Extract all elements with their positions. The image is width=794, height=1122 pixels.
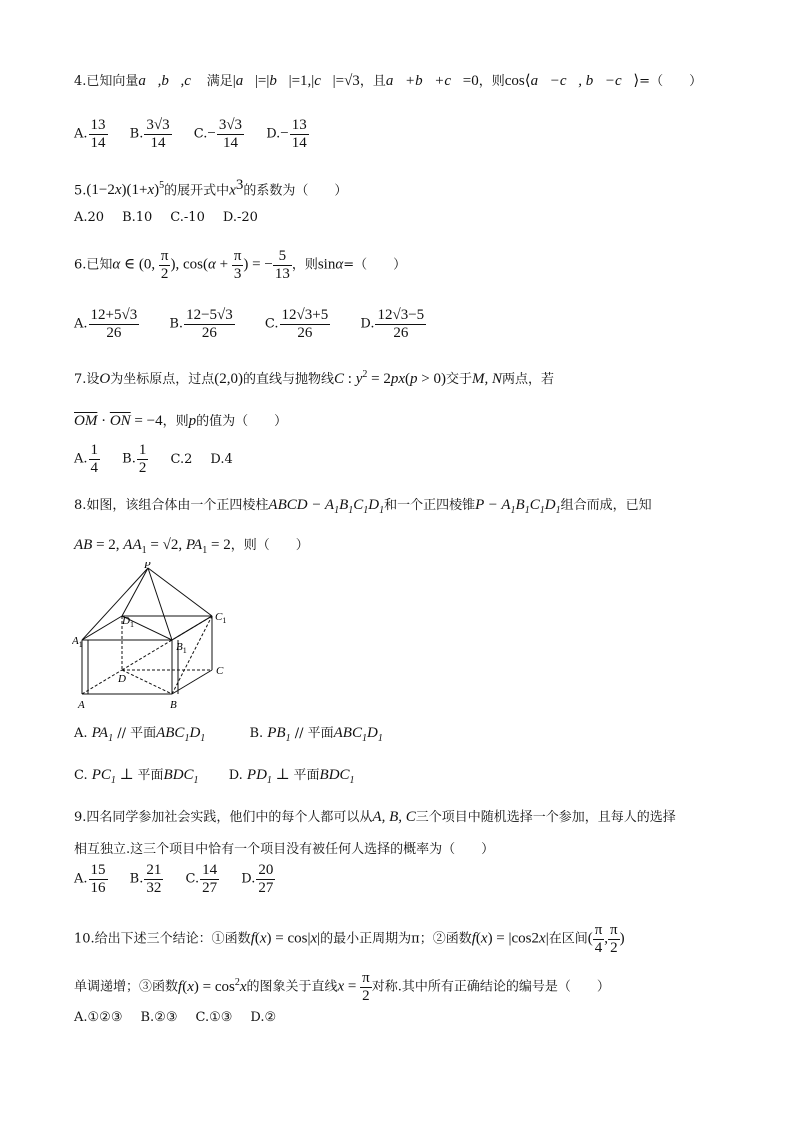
q6-option-c: C. $\frac{12√3+5}{26}$ [264,307,329,341]
q6-option-a: A. $\frac{12+5√3}{26}$ [74,307,138,341]
q8-option-d: D. $PD_1$ ⊥ 平面$BDC_1$ [228,767,355,786]
label-P: P [144,562,151,571]
q9-option-b: B. $\frac{21}{32}$ [129,862,162,896]
q5-option-b: B.10 [122,210,153,225]
q9-stem: 9.四名同学参加社会实践，他们中的每个人都可以从A, B, C三个项目中随机选择一个参加，且每人的选择 [74,809,676,825]
q4-option-a: A. $\frac{13}{14}$ [74,117,106,151]
q8-option-b: B. $PB_1$ // 平面$ABC_1D_1$ [249,725,383,744]
q9-stem-line2: 相互独立.这三个项目中恰有一个项目没有被任何人选择的概率为（ ） [74,842,495,857]
q6-stem: 6.已知α ∈ (0, $\frac{\pi}{2}$ ), cos(α + $\frac{\pi}{3}$ ) = − $\frac{5}{13}$ ，则sinα=（ ） [74,248,407,282]
q10-option-c: C.①③ [195,1010,233,1025]
label-A1: $A_1$ [72,635,83,649]
q4-option-d: D.− $\frac{13}{14}$ [266,117,307,151]
q8-stem-line2: AB = 2, $AA_1 = √2$, $PA_1 = 2$，则（ ） [74,537,309,556]
q5-options [74,210,276,225]
q10-stem: 10.给出下述三个结论：①函数f(x) = cos|x|的最小正周期为π；②函数f(x) = |cos2x|在区间( $\frac{\pi}{4}$ , $\frac{\pi}{2}$ ) [74,922,625,956]
q10-options [74,1010,294,1025]
q5-option-d: D.-20 [222,210,258,225]
q9-option-a: A. $\frac{15}{16}$ [74,862,106,896]
q5-option-a: A.20 [74,210,105,225]
q8-options-cd [74,764,373,786]
label-D: D [118,673,126,685]
q5-option-c: C.-10 [170,210,205,225]
q7-option-a: A. $\frac{1}{4}$ [74,442,99,476]
q4-options [74,117,327,151]
q7-option-c: C.2 [170,451,193,467]
q7-option-b: B. $\frac{1}{2}$ [122,442,147,476]
label-C: C [216,665,224,677]
q7-option-d: D.4 [210,451,233,467]
q4-option-c: C.− $\frac{3√3}{14}$ [193,117,243,151]
q6-option-d: D. $\frac{12√3-5}{26}$ [360,307,425,341]
q5-stem: $5.(1-2x)(1+x)^5$的展开式中$x^3$的系数为（ ） [74,177,348,199]
q9-option-d: D. $\frac{20}{27}$ [241,862,274,896]
q4-option-b: B. $\frac{3√3}{14}$ [129,117,170,151]
label-B1: $B_1$ [176,641,187,655]
label-C1: $C_1$ [215,611,227,625]
q8-stem: 8.如图，该组合体由一个正四棱柱ABCD − $A_1B_1C_1D_1$和一个正四棱锥$P - A_1B_1C_1D_1$组合而成，已知 [74,497,652,516]
q6-option-b: B. $\frac{12-5√3}{26}$ [169,307,233,341]
q10-option-d: D.② [250,1010,277,1025]
label-B: B [170,699,177,710]
q8-options-ab [74,722,401,744]
q8-figure [72,562,232,710]
q9-option-c: C. $\frac{14}{27}$ [185,862,218,896]
label-D1: $D_1$ [122,615,134,629]
label-A: A [78,699,85,710]
q10-stem-line2: 单调递增；③函数$f(x) = \cos^2x$的图象关于直线x = $\frac{\pi}{2}$ 对称.其中所有正确结论的编号是（ ） [74,970,610,1004]
q10-option-a: A.①②③ [74,1010,123,1025]
q7-options [74,442,251,476]
q6-options [74,307,444,341]
q10-option-b: B.②③ [140,1010,178,1025]
q9-options [74,862,293,896]
q7-stem-line2: $\overline{OM} \cdot \overline{ON} = -4$，则p的值为（ ） [74,413,288,429]
q8-option-c: C. $PC_1$ ⊥ 平面$BDC_1$ [74,767,199,786]
q4-stem: 4.已知向量a⃗,b⃗,c⃗ 满足|a⃗|=|b⃗|=1,|c⃗|=√3，且a⃗+b⃗+c⃗=0，则cos⟨a⃗−c⃗, b⃗−c⃗⟩=（ ） [74,73,703,89]
q8-option-a: A. $PA_1$ // 平面$ABC_1D_1$ [74,725,206,744]
q7-stem: 7.设O为坐标原点，过点(2,0)的直线与抛物线C : $y^2 = 2px(p > 0)$交于M, N两点，若 [74,369,555,387]
